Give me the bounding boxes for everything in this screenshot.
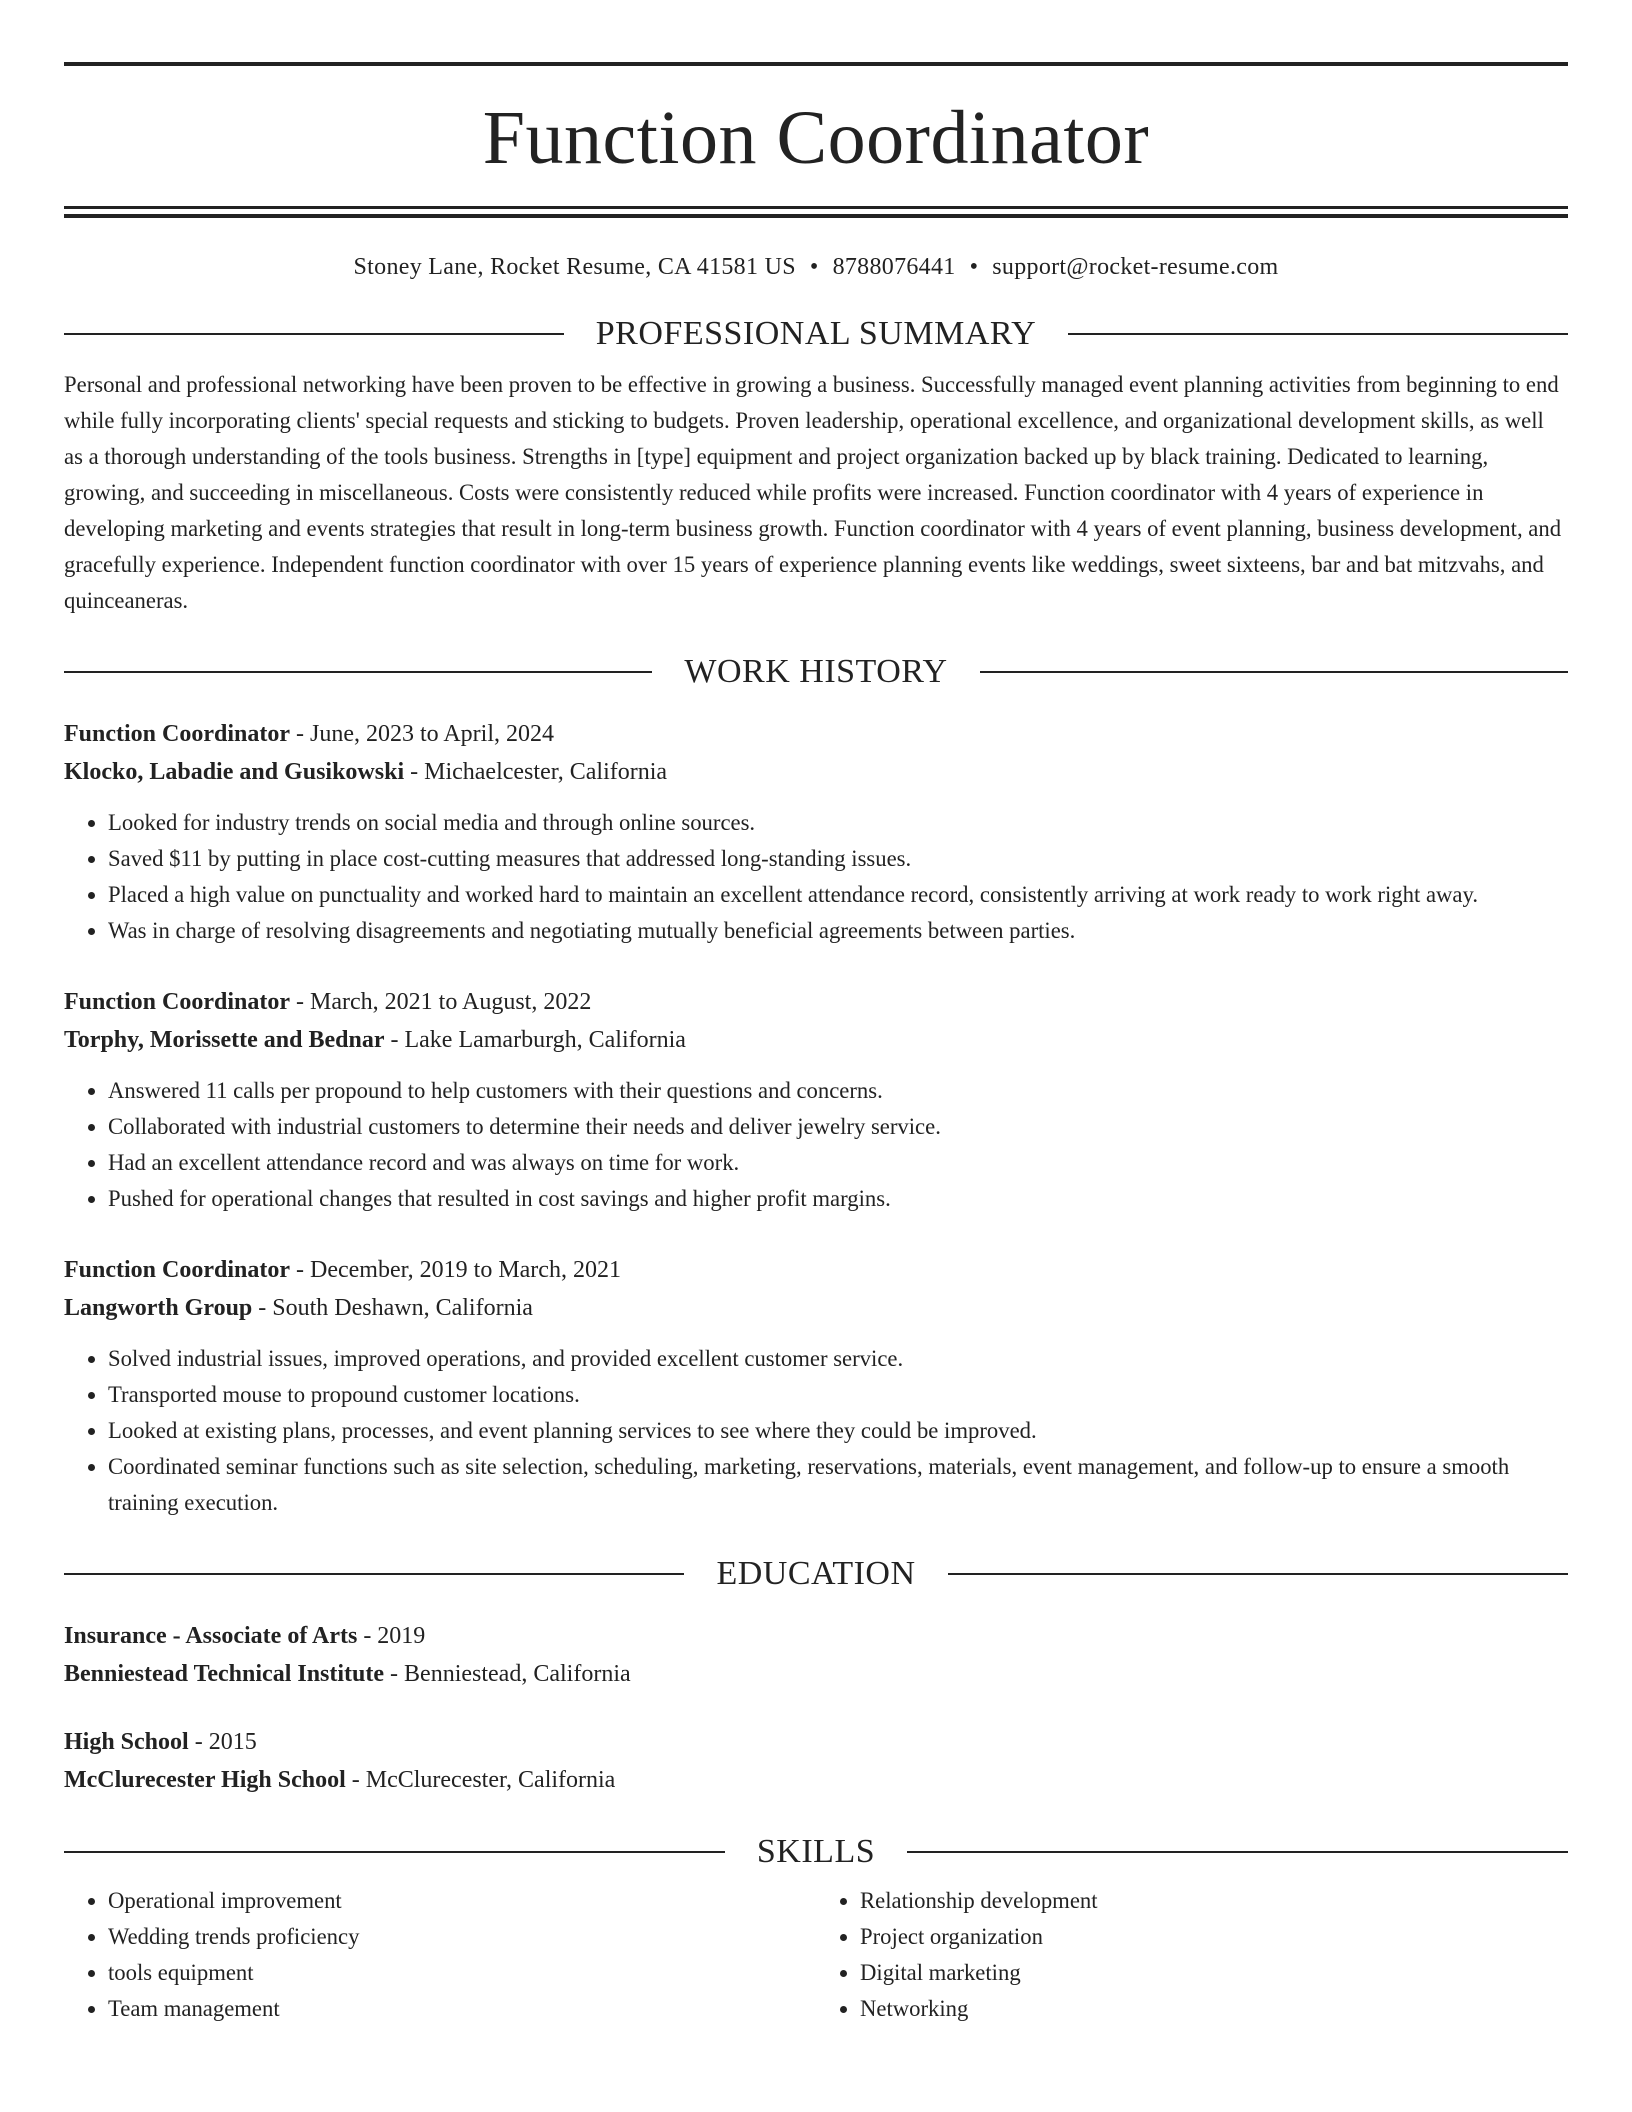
- skills-list-left: [64, 1883, 816, 2027]
- skill-item: • Project organization: [860, 1919, 1568, 1955]
- list-item: • Answered 11 calls per propound to help customers with their questions and concerns.: [108, 1073, 1568, 1109]
- job-bullets: [64, 805, 1568, 949]
- skills-columns: [64, 1883, 1568, 2027]
- divider-line: [948, 1573, 1568, 1575]
- section-heading-work: [64, 653, 1568, 691]
- job-dates: - June, 2023 to April, 2024: [290, 721, 555, 747]
- list-item: • Solved industrial issues, improved operations, and provided excellent customer service.: [108, 1341, 1568, 1377]
- company-name: Langworth Group: [64, 1295, 253, 1321]
- skills-list-right: [816, 1883, 1568, 2027]
- job-title: Function Coordinator: [64, 1257, 291, 1283]
- graduation-year: - 2015: [188, 1729, 257, 1755]
- phone: 8788076441: [832, 254, 956, 280]
- school-location: - McClurecester, California: [345, 1767, 616, 1793]
- company-name: Torphy, Morissette and Bednar: [64, 1027, 385, 1053]
- job-dates: - December, 2019 to March, 2021: [290, 1257, 621, 1283]
- summary-text: Personal and professional networking have been proven to be effective in growing a business. Successfully managed event planning activities from beginning to end while fully incorporating clients' special requests and sticking to budgets. Proven leadership, operational excellence, and organizational development skills, as well as a thorough understanding of the tools business. Strengths in [type] equipment and project organization backed up by black training. Dedicated to learning, growing, and succeeding in miscellaneous. Costs were consistently reduced while profits were increased. Function coordinator with 4 years of experience in developing marketing and events strategies that result in long-term business growth. Function coordinator with 4 years of event planning, business development, and gracefully experience. Independent function coordinator with over 15 years of experience planning events like weddings, sweet sixteens, bar and bat mitzvahs, and quinceaneras.: [64, 372, 1562, 613]
- skill-item: • Networking: [860, 1991, 1568, 2027]
- divider-line: [64, 1573, 684, 1575]
- degree: Insurance - Associate of Arts: [64, 1623, 358, 1649]
- separator: •: [969, 254, 979, 280]
- separator: •: [809, 254, 819, 280]
- list-item: • Pushed for operational changes that resulted in cost savings and higher profit margins.: [108, 1181, 1568, 1217]
- degree-line: [64, 1617, 1568, 1655]
- graduation-year: - 2019: [357, 1623, 426, 1649]
- job-title-line: [64, 715, 1568, 753]
- list-item: • Collaborated with industrial customers to determine their needs and deliver jewelry service.: [108, 1109, 1568, 1145]
- list-item: • Had an excellent attendance record and was always on time for work.: [108, 1145, 1568, 1181]
- school-line: [64, 1761, 1568, 1799]
- company-line: [64, 1289, 1568, 1327]
- resume-page: [64, 0, 1568, 2027]
- section-title: PROFESSIONAL SUMMARY: [595, 315, 1037, 352]
- job-entry: [64, 1251, 1568, 1521]
- section-title: SKILLS: [756, 1833, 876, 1870]
- company-line: [64, 753, 1568, 791]
- divider-line: [1068, 333, 1568, 335]
- list-item: • Transported mouse to propound customer locations.: [108, 1377, 1568, 1413]
- job-bullets: [64, 1341, 1568, 1521]
- job-bullets: [64, 1073, 1568, 1217]
- section-title: EDUCATION: [716, 1555, 916, 1592]
- list-item: • Was in charge of resolving disagreements and negotiating mutually beneficial agreements between parties.: [108, 913, 1568, 949]
- job-title: Function Coordinator: [64, 721, 291, 747]
- section-heading-education: [64, 1555, 1568, 1593]
- job-title-line: [64, 1251, 1568, 1289]
- degree-line: [64, 1723, 1568, 1761]
- company-location: - Lake Lamarburgh, California: [384, 1027, 686, 1053]
- skill-item: • Digital marketing: [860, 1955, 1568, 1991]
- email[interactable]: support@rocket-resume.com: [992, 254, 1279, 280]
- skill-item: • Relationship development: [860, 1883, 1568, 1919]
- divider-line: [907, 1851, 1568, 1853]
- job-dates: - March, 2021 to August, 2022: [290, 989, 592, 1015]
- top-rule: [64, 62, 1568, 66]
- school-name: McClurecester High School: [64, 1767, 346, 1793]
- job-title-line: [64, 983, 1568, 1021]
- divider-line: [64, 1851, 725, 1853]
- contact-line: [64, 254, 1568, 281]
- section-heading-skills: [64, 1833, 1568, 1871]
- list-item: • Coordinated seminar functions such as site selection, scheduling, marketing, reservations, materials, event management, and follow-up to ensure a smooth training execution.: [108, 1449, 1568, 1521]
- divider-line: [980, 671, 1568, 673]
- degree: High School: [64, 1729, 189, 1755]
- list-item: • Saved $11 by putting in place cost-cutting measures that addressed long-standing issues.: [108, 841, 1568, 877]
- company-name: Klocko, Labadie and Gusikowski: [64, 759, 405, 785]
- list-item: • Placed a high value on punctuality and worked hard to maintain an excellent attendance record, consistently arriving at work ready to work right away.: [108, 877, 1568, 913]
- divider-line: [64, 333, 564, 335]
- section-title: WORK HISTORY: [684, 653, 948, 690]
- company-location: - South Deshawn, California: [252, 1295, 533, 1321]
- section-heading-summary: [64, 315, 1568, 353]
- company-line: [64, 1021, 1568, 1059]
- company-location: - Michaelcester, California: [404, 759, 668, 785]
- candidate-name: Function Coordinator: [482, 96, 1150, 180]
- skill-item: • Team management: [108, 1991, 816, 2027]
- job-title: Function Coordinator: [64, 989, 291, 1015]
- school-name: Benniestead Technical Institute: [64, 1661, 385, 1687]
- divider-line: [64, 671, 652, 673]
- skill-item: • tools equipment: [108, 1955, 816, 1991]
- job-entry: [64, 715, 1568, 949]
- skill-item: • Operational improvement: [108, 1883, 816, 1919]
- skill-item: • Wedding trends proficiency: [108, 1919, 816, 1955]
- job-entry: [64, 983, 1568, 1217]
- school-line: [64, 1655, 1568, 1693]
- school-location: - Benniestead, California: [384, 1661, 631, 1687]
- address: Stoney Lane, Rocket Resume, CA 41581 US: [353, 254, 796, 280]
- list-item: • Looked at existing plans, processes, and event planning services to see where they could be improved.: [108, 1413, 1568, 1449]
- list-item: • Looked for industry trends on social media and through online sources.: [108, 805, 1568, 841]
- education-entry: [64, 1723, 1568, 1799]
- education-entry: [64, 1617, 1568, 1693]
- double-rule: [64, 206, 1568, 218]
